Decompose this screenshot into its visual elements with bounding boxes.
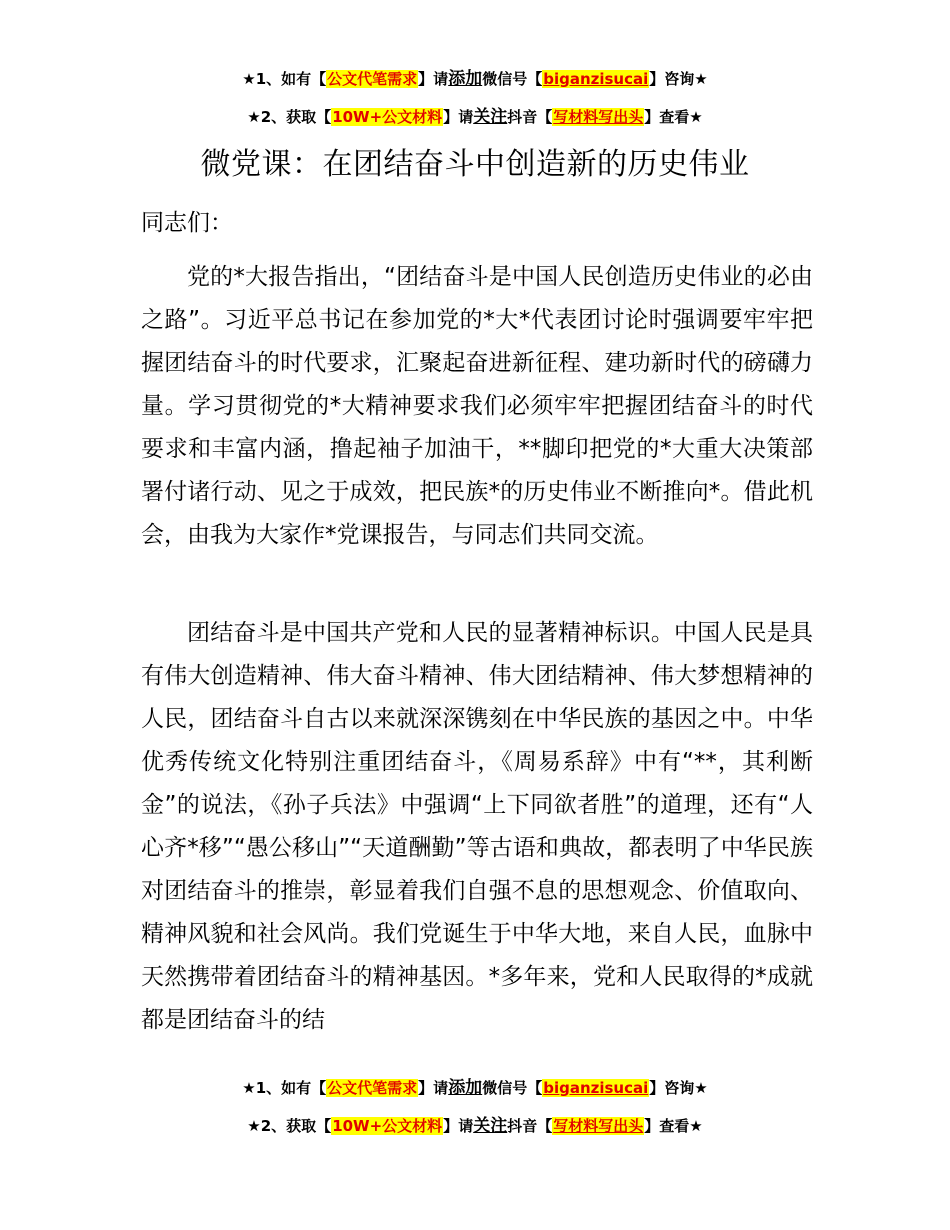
bottom-banner-line-2 bbox=[0, 1115, 950, 1137]
top-banner-line-1 bbox=[0, 68, 950, 90]
banner-emphasis: 添加 bbox=[448, 1078, 483, 1098]
banner-prefix: ★1、如有【 bbox=[242, 1079, 327, 1097]
banner-highlight-wechat-id: biganzisucai bbox=[543, 1079, 649, 1097]
body-paragraph: 党的*大报告指出，“团结奋斗是中国人民创造历史伟业的必由之路”。习近平总书记在参加党的*大*代表团讨论时强调要牢牢把握团结奋斗的时代要求，汇聚起奋进新征程、建功新时代的磅礴力量。学习贯彻党的*大精神要求我们必须牢牢把握团结奋斗的时代要求和丰富内涵，撸起袖子加油干，**脚印把党的*大重大决策部署付诸行动、见之于成效，把民族*的历史伟业不断推向*。借此机会，由我为大家作*党课报告，与同志们共同交流。 bbox=[141, 264, 813, 548]
body-paragraph: 团结奋斗是中国共产党和人民的显著精神标识。中国人民是具有伟大创造精神、伟大奋斗精神、伟大团结精神、伟大梦想精神的人民，团结奋斗自古以来就深深镌刻在中华民族的基因之中。中华优秀传统文化特别注重团结奋斗，《周易系辞》中有“**，其利断金”的说法，《孙子兵法》中强调“上下同欲者胜”的道理，还有“人心齐*移”“愚公移山”“天道酬勤”等古语和典故，都表明了中华民族对团结奋斗的推崇，彰显着我们自强不息的思想观念、价值取向、精神风貌和社会风尚。我们党诞生于中华大地，来自人民，血脉中天然携带着团结奋斗的精神基因。*多年来，党和人民取得的*成就都是团结奋斗的结 bbox=[141, 620, 813, 1033]
banner-prefix: ★2、获取【 bbox=[247, 1117, 332, 1135]
banner-suffix: 】查看★ bbox=[644, 108, 703, 126]
banner-text: 】请 bbox=[443, 1117, 474, 1135]
body-paragraph-2-container bbox=[141, 612, 813, 1042]
banner-prefix: ★1、如有【 bbox=[242, 70, 327, 88]
banner-text: 微信号【 bbox=[482, 1079, 543, 1097]
banner-emphasis: 添加 bbox=[448, 69, 483, 89]
banner-text: 】请 bbox=[418, 70, 449, 88]
top-banner-line-2 bbox=[0, 106, 950, 128]
banner-suffix: 】咨询★ bbox=[649, 70, 708, 88]
banner-emphasis: 关注 bbox=[473, 107, 508, 127]
banner-suffix: 】咨询★ bbox=[649, 1079, 708, 1097]
banner-text: 抖音【 bbox=[507, 108, 553, 126]
banner-highlight-douyin-id: 写材料写出头 bbox=[553, 1117, 644, 1135]
body-paragraph-1-container bbox=[141, 256, 813, 557]
banner-highlight-service: 公文代笔需求 bbox=[327, 1079, 418, 1097]
banner-highlight-materials: 10W+公文材料 bbox=[332, 108, 443, 126]
banner-text: 微信号【 bbox=[482, 70, 543, 88]
bottom-banner-line-1 bbox=[0, 1077, 950, 1099]
document-title: 微党课：在团结奋斗中创造新的历史伟业 bbox=[200, 147, 750, 182]
banner-suffix: 】查看★ bbox=[644, 1117, 703, 1135]
banner-highlight-materials: 10W+公文材料 bbox=[332, 1117, 443, 1135]
banner-highlight-douyin-id: 写材料写出头 bbox=[553, 108, 644, 126]
salutation: 同志们： bbox=[141, 210, 233, 236]
banner-text: 】请 bbox=[418, 1079, 449, 1097]
banner-prefix: ★2、获取【 bbox=[247, 108, 332, 126]
banner-emphasis: 关注 bbox=[473, 1116, 508, 1136]
banner-highlight-service: 公文代笔需求 bbox=[327, 70, 418, 88]
banner-text: 】请 bbox=[443, 108, 474, 126]
banner-highlight-wechat-id: biganzisucai bbox=[543, 70, 649, 88]
banner-text: 抖音【 bbox=[507, 1117, 553, 1135]
